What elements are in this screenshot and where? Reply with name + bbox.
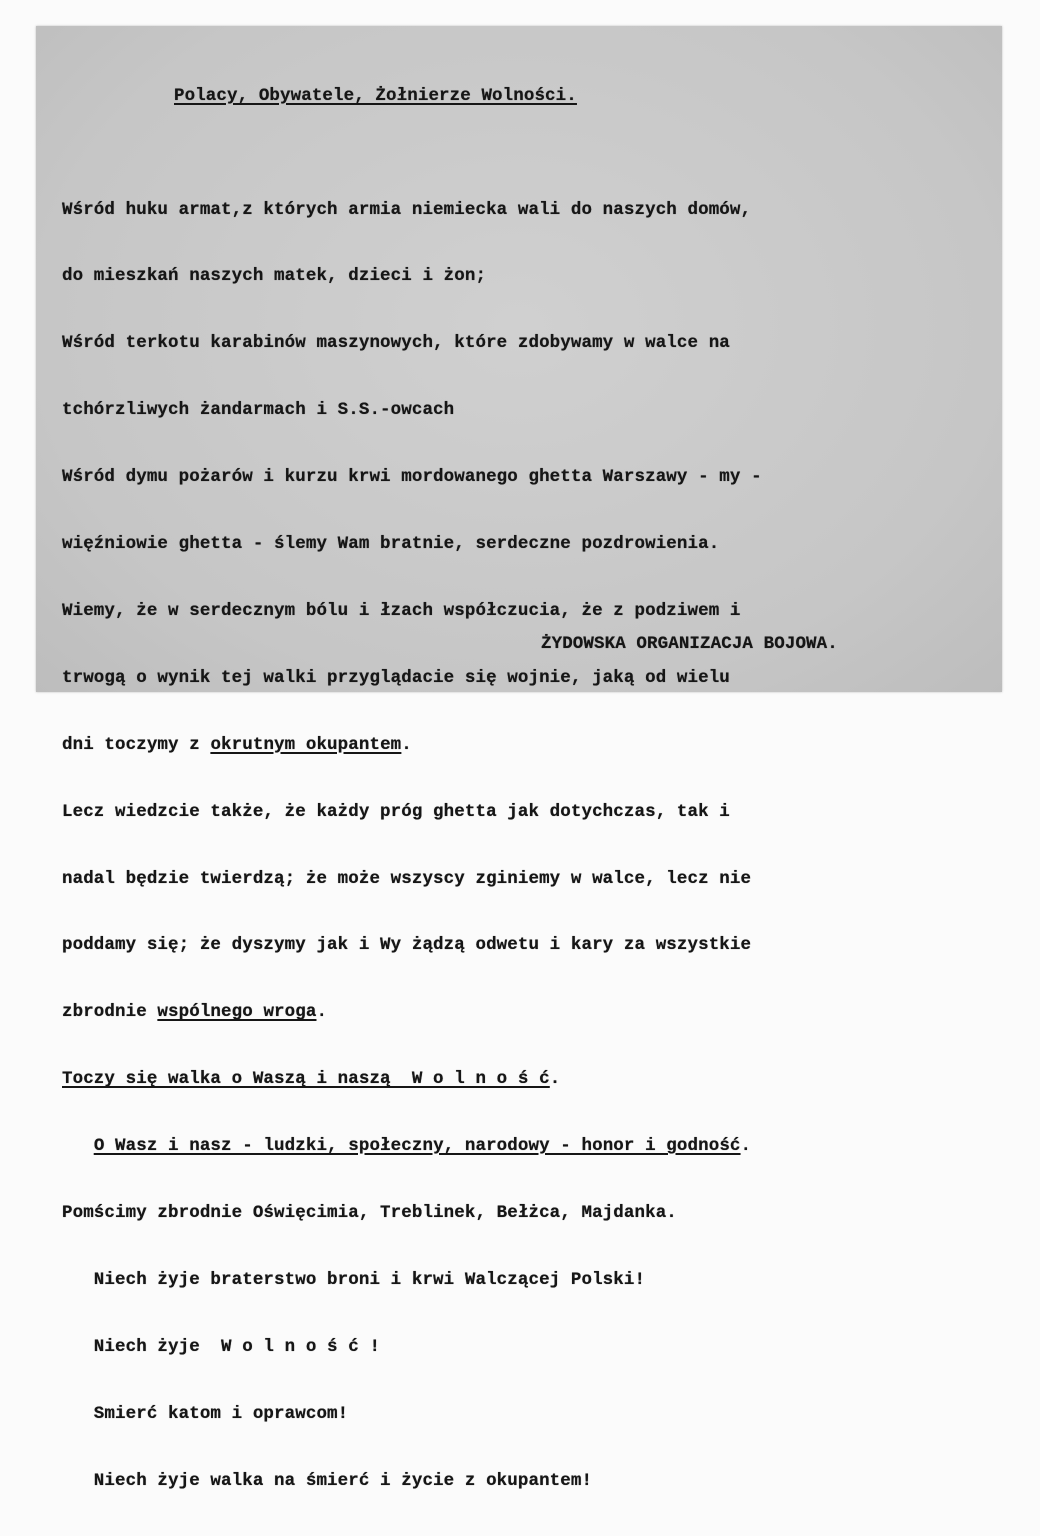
body-text: . bbox=[401, 734, 412, 755]
body-line: Pomścimy zbrodnie Oświęcimia, Treblinek, Bełżca, Majdanka. bbox=[62, 1202, 677, 1223]
body-line: Wiemy, że w serdecznym bólu i łzach współczucia, że z podziwem i bbox=[62, 600, 741, 621]
body-line: nadal będzie twierdzą; że może wszyscy zginiemy w walce, lecz nie bbox=[62, 868, 752, 889]
underlined-phrase: O Wasz i nasz - ludzki, społeczny, narodowy - honor i godność bbox=[93, 1136, 741, 1157]
body-text: zbrodnie bbox=[62, 1002, 158, 1023]
body-line: Niech żyje walka na śmierć i życie z okupantem! bbox=[62, 1470, 593, 1491]
body-line: Smierć katom i oprawcom! bbox=[62, 1403, 349, 1424]
body-text: . bbox=[316, 1002, 328, 1023]
body-line: poddamy się; że dyszymy jak i Wy żądzą odwetu i kary za wszystkie bbox=[62, 935, 752, 956]
body-line: Niech żyje W o l n o ś ć ! bbox=[62, 1336, 381, 1357]
body-text: . bbox=[740, 1136, 752, 1157]
document-title: Polacy, Obywatele, Żołnierze Wolności. bbox=[174, 86, 577, 106]
signature: ŻYDOWSKA ORGANIZACJA BOJOWA. bbox=[541, 634, 838, 654]
body-text bbox=[62, 1136, 94, 1156]
body-line: Lecz wiedzcie także, że każdy próg ghetta jak dotychczas, tak i bbox=[62, 801, 730, 822]
body-line bbox=[62, 1068, 762, 1090]
underlined-phrase: wspólnego wroga bbox=[157, 1002, 317, 1023]
body-line bbox=[62, 1135, 762, 1157]
body-line: tchórzliwych żandarmach i S.S.-owcach bbox=[62, 400, 455, 421]
body-text: . bbox=[549, 1069, 561, 1090]
underlined-phrase: Toczy się walka o Waszą i naszą W o l n o ś ć bbox=[62, 1069, 550, 1090]
body-line: trwogą o wynik tej walki przyglądacie się wojnie, jaką od wielu bbox=[62, 667, 730, 688]
underlined-phrase: okrutnym okupantem bbox=[210, 734, 402, 755]
body-text: dni toczymy z bbox=[62, 734, 211, 755]
body-line: Wśród dymu pożarów i kurzu krwi mordowanego ghetta Warszawy - my - bbox=[62, 467, 762, 488]
body-line bbox=[62, 734, 762, 756]
body-line: Wśród terkotu karabinów maszynowych, które zdobywamy w walce na bbox=[62, 333, 730, 354]
body-line bbox=[62, 1001, 762, 1023]
document-body bbox=[62, 154, 762, 1536]
body-line: Niech żyje braterstwo broni i krwi Walczącej Polski! bbox=[62, 1269, 646, 1290]
body-line: do mieszkań naszych matek, dzieci i żon; bbox=[62, 266, 487, 287]
body-line: Wśród huku armat,z których armia niemiecka wali do naszych domów, bbox=[62, 199, 752, 220]
body-line: więźniowie ghetta - ślemy Wam bratnie, serdeczne pozdrowienia. bbox=[62, 534, 720, 555]
document-sheet bbox=[36, 26, 1002, 1491]
